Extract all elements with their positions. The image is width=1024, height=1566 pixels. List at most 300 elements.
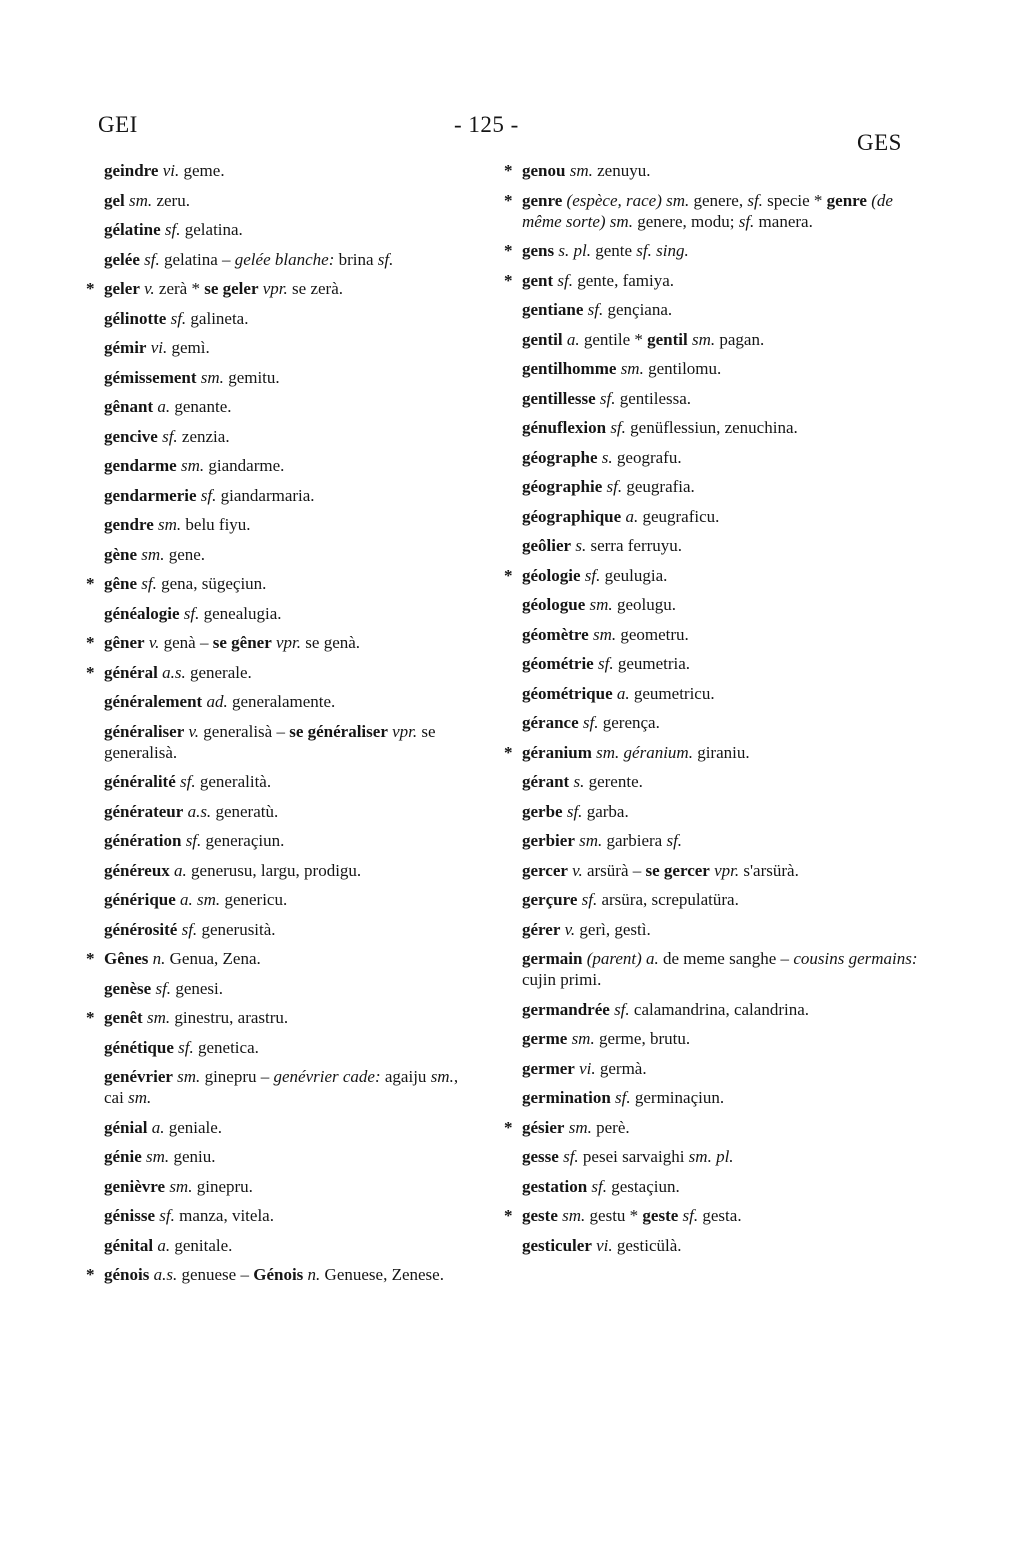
asterisk-marker: * [504,742,513,762]
dictionary-entry [80,308,480,329]
grammar-label: sf. [666,831,683,850]
definition-text: geugrafia. [622,477,695,496]
headword: gesse [522,1147,559,1166]
definition-text: gemì. [167,338,210,357]
headword: généralité [104,772,176,791]
headword: gêner [104,633,145,652]
left-column [80,160,480,1294]
headword: germain [522,949,583,968]
dictionary-entry [498,624,918,645]
grammar-label: vpr. [392,721,418,741]
dictionary-entry [80,603,480,624]
dictionary-entry [80,721,480,763]
dictionary-entry [498,506,918,527]
headword: Génois [253,1265,304,1284]
dictionary-entry [80,485,480,506]
definition-text: genüflessiun, zenuchina. [625,418,798,437]
grammar-label: a. [625,506,639,526]
headword: géométrie [522,654,594,673]
headword: génisse [104,1206,155,1225]
asterisk-marker: * [504,190,513,210]
definition-text: genere, modu; [632,211,739,231]
grammar-label: a. [174,860,187,880]
grammar-label: sf. [738,211,755,231]
headword: se gercer [645,860,710,880]
headword: générosité [104,919,178,939]
grammar-label: sm. [592,624,617,644]
grammar-label: sf. [144,249,160,269]
grammar-label: s. pl. [558,241,591,260]
definition-text: gentilessa. [615,388,692,408]
definition-text: arsürà – [582,860,646,880]
dictionary-entry [80,948,480,969]
dictionary-entry [498,1028,918,1049]
grammar-label: sm. [129,190,153,210]
definition-text: , cai [104,1067,459,1107]
dictionary-entry [498,535,918,556]
dictionary-entry [80,219,480,240]
headword: géologie [522,565,581,585]
definition-text: pagan. [715,329,765,349]
dictionary-entry [498,299,918,320]
definition-text: manera. [754,211,813,231]
definition-text: geometru. [616,624,689,644]
dictionary-entry [498,1235,918,1256]
definition-text: gerença. [598,713,660,732]
definition-text: generalamente. [227,692,336,711]
dictionary-entry [80,1007,480,1028]
grammar-label: sm. [620,359,644,378]
grammar-label: sf. [141,574,157,593]
definition-text: germà. [595,1058,647,1078]
grammar-label: sf. [599,388,616,408]
headword: gendre [104,515,154,534]
definition-text: specie * [762,190,827,210]
definition-text: se generalisà. [104,721,436,762]
grammar-label: v. [188,721,200,741]
grammar-label: sm. [158,515,182,534]
grammar-label: sf. sing. [636,241,689,260]
grammar-label: vi. [162,161,180,180]
headword: géographique [522,506,622,526]
definition-text: genericu. [220,890,288,909]
grammar-label: sf. [747,190,763,210]
dictionary-entry [80,426,480,447]
grammar-label: a. [151,1117,165,1137]
dictionary-entry [80,249,480,270]
headword: genièvre [104,1176,166,1196]
definition-text: gestaçiun. [607,1176,680,1196]
dictionary-entry [498,329,918,350]
dictionary-entry [498,160,918,181]
headword: géologue [522,595,586,614]
grammar-label: sf. [377,249,394,269]
grammar-label: sf. [581,890,598,909]
headword: géranium [522,742,592,762]
headword: gelée [104,249,140,269]
definition-text: gelatina – [159,249,235,269]
grammar-label: sm. géranium. [596,742,693,762]
grammar-label: (de même sorte) sm. [522,190,893,231]
grammar-label: sm. [571,1029,595,1048]
dictionary-entry [498,447,918,468]
dictionary-entry [498,860,918,881]
headword: gel [104,190,125,210]
headword: gencive [104,426,158,446]
grammar-label: sm. [589,595,613,614]
definition-text: genante. [170,397,232,416]
grammar-label: sm. [569,161,593,180]
definition-text: generalisà – [199,721,290,741]
grammar-label: sf. [200,485,217,505]
headword: gênant [104,397,154,416]
definition-text: gene. [164,544,206,564]
definition-text: geniale. [164,1117,223,1137]
headword: gémissement [104,367,197,387]
definition-text: ginepru – [200,1067,274,1086]
definition-text: de meme sanghe – [658,949,794,968]
grammar-label: sf. [566,801,583,821]
definition-text: Genuese, Zenese. [320,1265,444,1284]
dictionary-entry [80,1264,480,1285]
grammar-label: s. [575,536,587,555]
headword: gentil [647,329,688,349]
grammar-label: (parent) a. [586,949,659,968]
asterisk-marker: * [504,241,513,260]
definition-text: gerente. [584,772,643,791]
dictionary-entry [80,1205,480,1226]
definition-text: generatù. [211,801,279,821]
definition-text: genà – [159,633,213,652]
grammar-label: n. [152,949,166,968]
asterisk-marker: * [86,279,95,298]
headword: gent [522,270,554,290]
grammar-label: vpr. [276,633,302,652]
headword: gendarme [104,456,177,475]
grammar-label: sf. [563,1147,579,1166]
definition-text: gelatina. [180,220,243,239]
definition-text: garba. [582,801,629,821]
dictionary-entry [498,358,918,379]
headword: gens [522,241,555,260]
grammar-label: sf. [155,978,172,998]
headword: germandrée [522,999,610,1019]
definition-text: se genà. [301,633,361,652]
definition-text: geumetria. [613,654,691,673]
headword: génétique [104,1037,174,1057]
grammar-label: s. [601,447,613,467]
headword: geste [522,1206,558,1225]
headword: gésier [522,1117,565,1137]
grammar-label: sf. [606,477,623,496]
headword: geste [642,1206,679,1225]
headword: général [104,662,158,682]
dictionary-entry [498,388,918,409]
definition-text: garbiera [602,831,667,850]
headword: germination [522,1088,611,1107]
headword: genévrier [104,1067,173,1086]
grammar-label: sm. [128,1088,152,1107]
dictionary-entry [498,1117,918,1138]
headword: genre [522,190,563,210]
dictionary-entry [498,742,918,763]
headword: se geler [204,279,259,298]
definition-text: galineta. [186,308,249,328]
grammar-label: a.s. [162,662,186,682]
dictionary-entry [80,830,480,851]
headword: gélinotte [104,308,167,328]
dictionary-entry [498,1087,918,1108]
headword: se gêner [212,633,272,652]
definition-text: generaçiun. [201,831,285,850]
grammar-label: sf. [164,220,181,239]
grammar-label: sf. [180,772,196,791]
definition-text: gestu * [585,1206,643,1225]
definition-text: geniu. [169,1147,216,1166]
grammar-label: v. [572,860,583,880]
headword: génial [104,1117,148,1137]
grammar-label: a.s. [153,1265,178,1284]
dictionary-entry [498,240,918,261]
definition-text: genuese – [177,1265,254,1284]
dictionary-entry [80,514,480,535]
dictionary-entry [80,889,480,910]
dictionary-entry [80,1117,480,1138]
grammar-label: sm. [430,1067,454,1086]
grammar-label: sm. [579,831,603,850]
headword: génois [104,1265,150,1284]
headword: gérer [522,919,561,939]
headword: genèse [104,978,152,998]
dictionary-entry [498,594,918,615]
definition-text: giandarmaria. [216,485,315,505]
dictionary-entry [498,919,918,940]
dictionary-entry [80,573,480,594]
definition-text: gerì, gestì. [575,919,651,939]
dictionary-entry [498,683,918,704]
grammar-label: vi. [150,338,168,357]
grammar-label: sf. [614,999,630,1019]
definition-text: zenuyu. [592,161,651,180]
asterisk-marker: * [504,565,513,585]
dictionary-entry [80,1146,480,1167]
headword: généralement [104,692,203,711]
definition-text: agaiju [380,1067,431,1086]
dictionary-entry [498,476,918,497]
definition-text: gena, sügeçiun. [156,574,267,593]
definition-text: generusità. [197,919,276,939]
grammar-label: sm. [146,1147,170,1166]
grammar-label: cousins germains: [793,949,918,968]
dictionary-entry [498,417,918,438]
dictionary-entry [498,1058,918,1079]
definition-text: genealugia. [199,603,282,623]
headword: genêt [104,1008,143,1027]
asterisk-marker: * [504,161,513,180]
definition-text: zeru. [152,190,190,210]
grammar-label: vpr. [714,860,740,880]
headword: geler [104,279,140,298]
grammar-label: a. [616,683,630,703]
definition-text: ginestru, arastru. [170,1008,289,1027]
dictionary-entry [80,691,480,712]
grammar-label: a. [157,1235,171,1255]
grammar-label: sf. [183,603,200,623]
right-column [498,160,918,1264]
definition-text: geolugu. [612,595,676,614]
grammar-label: sf. [584,565,601,585]
grammar-label: v. [144,279,155,298]
headword: gérant [522,772,570,791]
dictionary-entry [498,270,918,291]
definition-text: gesticülà. [612,1235,682,1255]
definition-text: giandarme. [204,456,285,475]
grammar-label: sm. [562,1206,586,1225]
headword: germer [522,1058,575,1078]
dictionary-entry [80,455,480,476]
headword: généreux [104,860,170,880]
grammar-label: sm. [568,1117,592,1137]
grammar-label: vi. [579,1058,596,1078]
dictionary-entry [80,919,480,940]
grammar-label: ad. [206,692,228,711]
definition-text: generale. [185,662,252,682]
grammar-label: n. [307,1265,321,1284]
headword: germe [522,1029,568,1048]
dictionary-entry [498,1146,918,1167]
grammar-label: a. [566,329,580,349]
headword: Gênes [104,949,149,968]
definition-text: germinaçiun. [630,1088,725,1107]
asterisk-marker: * [86,633,95,652]
definition-text: calamandrina, calandrina. [629,999,810,1019]
grammar-label: sf. [582,713,599,732]
definition-text: gentile * [579,329,648,349]
headword: génuflexion [522,418,607,437]
headword: gerbier [522,831,575,850]
definition-text: genesi. [171,978,223,998]
grammar-label: sf. [185,831,202,850]
definition-text: germe, brutu. [594,1029,691,1048]
dictionary-entry [80,367,480,388]
grammar-label: sf. [178,1037,194,1057]
dictionary-entry [498,190,918,232]
headword: gémir [104,338,147,357]
headword: se généraliser [289,721,388,741]
definition-text: genere, [689,190,748,210]
definition-text: geografu. [612,447,682,467]
headword: genre [826,190,867,210]
headword: générateur [104,801,184,821]
definition-text: perè. [591,1117,630,1137]
dictionary-entry [498,1176,918,1197]
dictionary-entry [80,190,480,211]
definition-text: gente [590,241,637,260]
grammar-label: sm. [141,544,165,564]
dictionary-entry [80,1066,480,1108]
definition-text: genetica. [193,1037,259,1057]
dictionary-entry [80,278,480,299]
grammar-label: (espèce, race) sm. [566,190,690,210]
grammar-label: sf. [682,1206,699,1225]
headword: gérance [522,713,579,732]
definition-text: gente, famiya. [573,270,675,290]
headword: généalogie [104,603,180,623]
asterisk-marker: * [86,574,95,593]
headword: générique [104,890,176,909]
grammar-label: sf. [591,1176,608,1196]
grammar-label: sm. [180,456,205,475]
definition-text: cujin primi. [522,970,602,989]
dictionary-entry [498,712,918,733]
grammar-label: sm. pl. [688,1147,734,1166]
dictionary-entry [80,544,480,565]
dictionary-entry [498,565,918,586]
dictionary-entry [80,632,480,653]
headword: genou [522,161,566,180]
definition-text: Genua, Zena. [165,949,261,968]
grammar-label: vpr. [262,279,288,298]
dictionary-entry [498,801,918,822]
definition-text: genitale. [170,1235,233,1255]
dictionary-entry [80,771,480,792]
asterisk-marker: * [504,270,513,290]
grammar-label: a. sm. [180,890,221,909]
page-number: - 125 - [454,112,519,137]
definition-text: arsüra, screpulatüra. [597,890,739,909]
headword: géographie [522,477,603,496]
headword: gentilhomme [522,359,617,378]
asterisk-marker: * [504,1206,513,1225]
headword: gerçure [522,890,578,909]
definition-text: s'arsürà. [739,860,799,880]
headword: gerbe [522,801,563,821]
headword: gendarmerie [104,485,197,505]
dictionary-entry [498,948,918,990]
grammar-label: sm. [146,1008,171,1027]
dictionary-entry [80,662,480,683]
grammar-label: sf. [162,426,178,446]
grammar-label: sf. [170,308,187,328]
dictionary-entry [80,1176,480,1197]
grammar-label: sf. [597,654,614,673]
grammar-label: vi. [596,1235,613,1255]
grammar-label: gelée blanche: [234,249,335,269]
dictionary-entry [80,978,480,999]
headword: gesticuler [522,1235,592,1255]
dictionary-entry [498,771,918,792]
dictionary-entry [80,337,480,358]
asterisk-marker: * [86,662,95,682]
headword: géographe [522,447,598,467]
headword: gestation [522,1176,588,1196]
grammar-label: sf. [159,1206,175,1225]
definition-text: generusu, largu, prodigu. [186,860,362,880]
grammar-label: v. [148,633,160,652]
dictionary-entry [80,1037,480,1058]
headword: génital [104,1235,154,1255]
definition-text: giraniu. [692,742,750,762]
definition-text: gemitu. [223,367,280,387]
headword: gêne [104,574,138,593]
headword: généraliser [104,721,185,741]
grammar-label: sf. [615,1088,631,1107]
definition-text: belu fiyu. [181,515,251,534]
running-head-right: GES [857,130,902,155]
headword: gène [104,544,138,564]
dictionary-entry [498,653,918,674]
grammar-label: sm. [169,1176,193,1196]
